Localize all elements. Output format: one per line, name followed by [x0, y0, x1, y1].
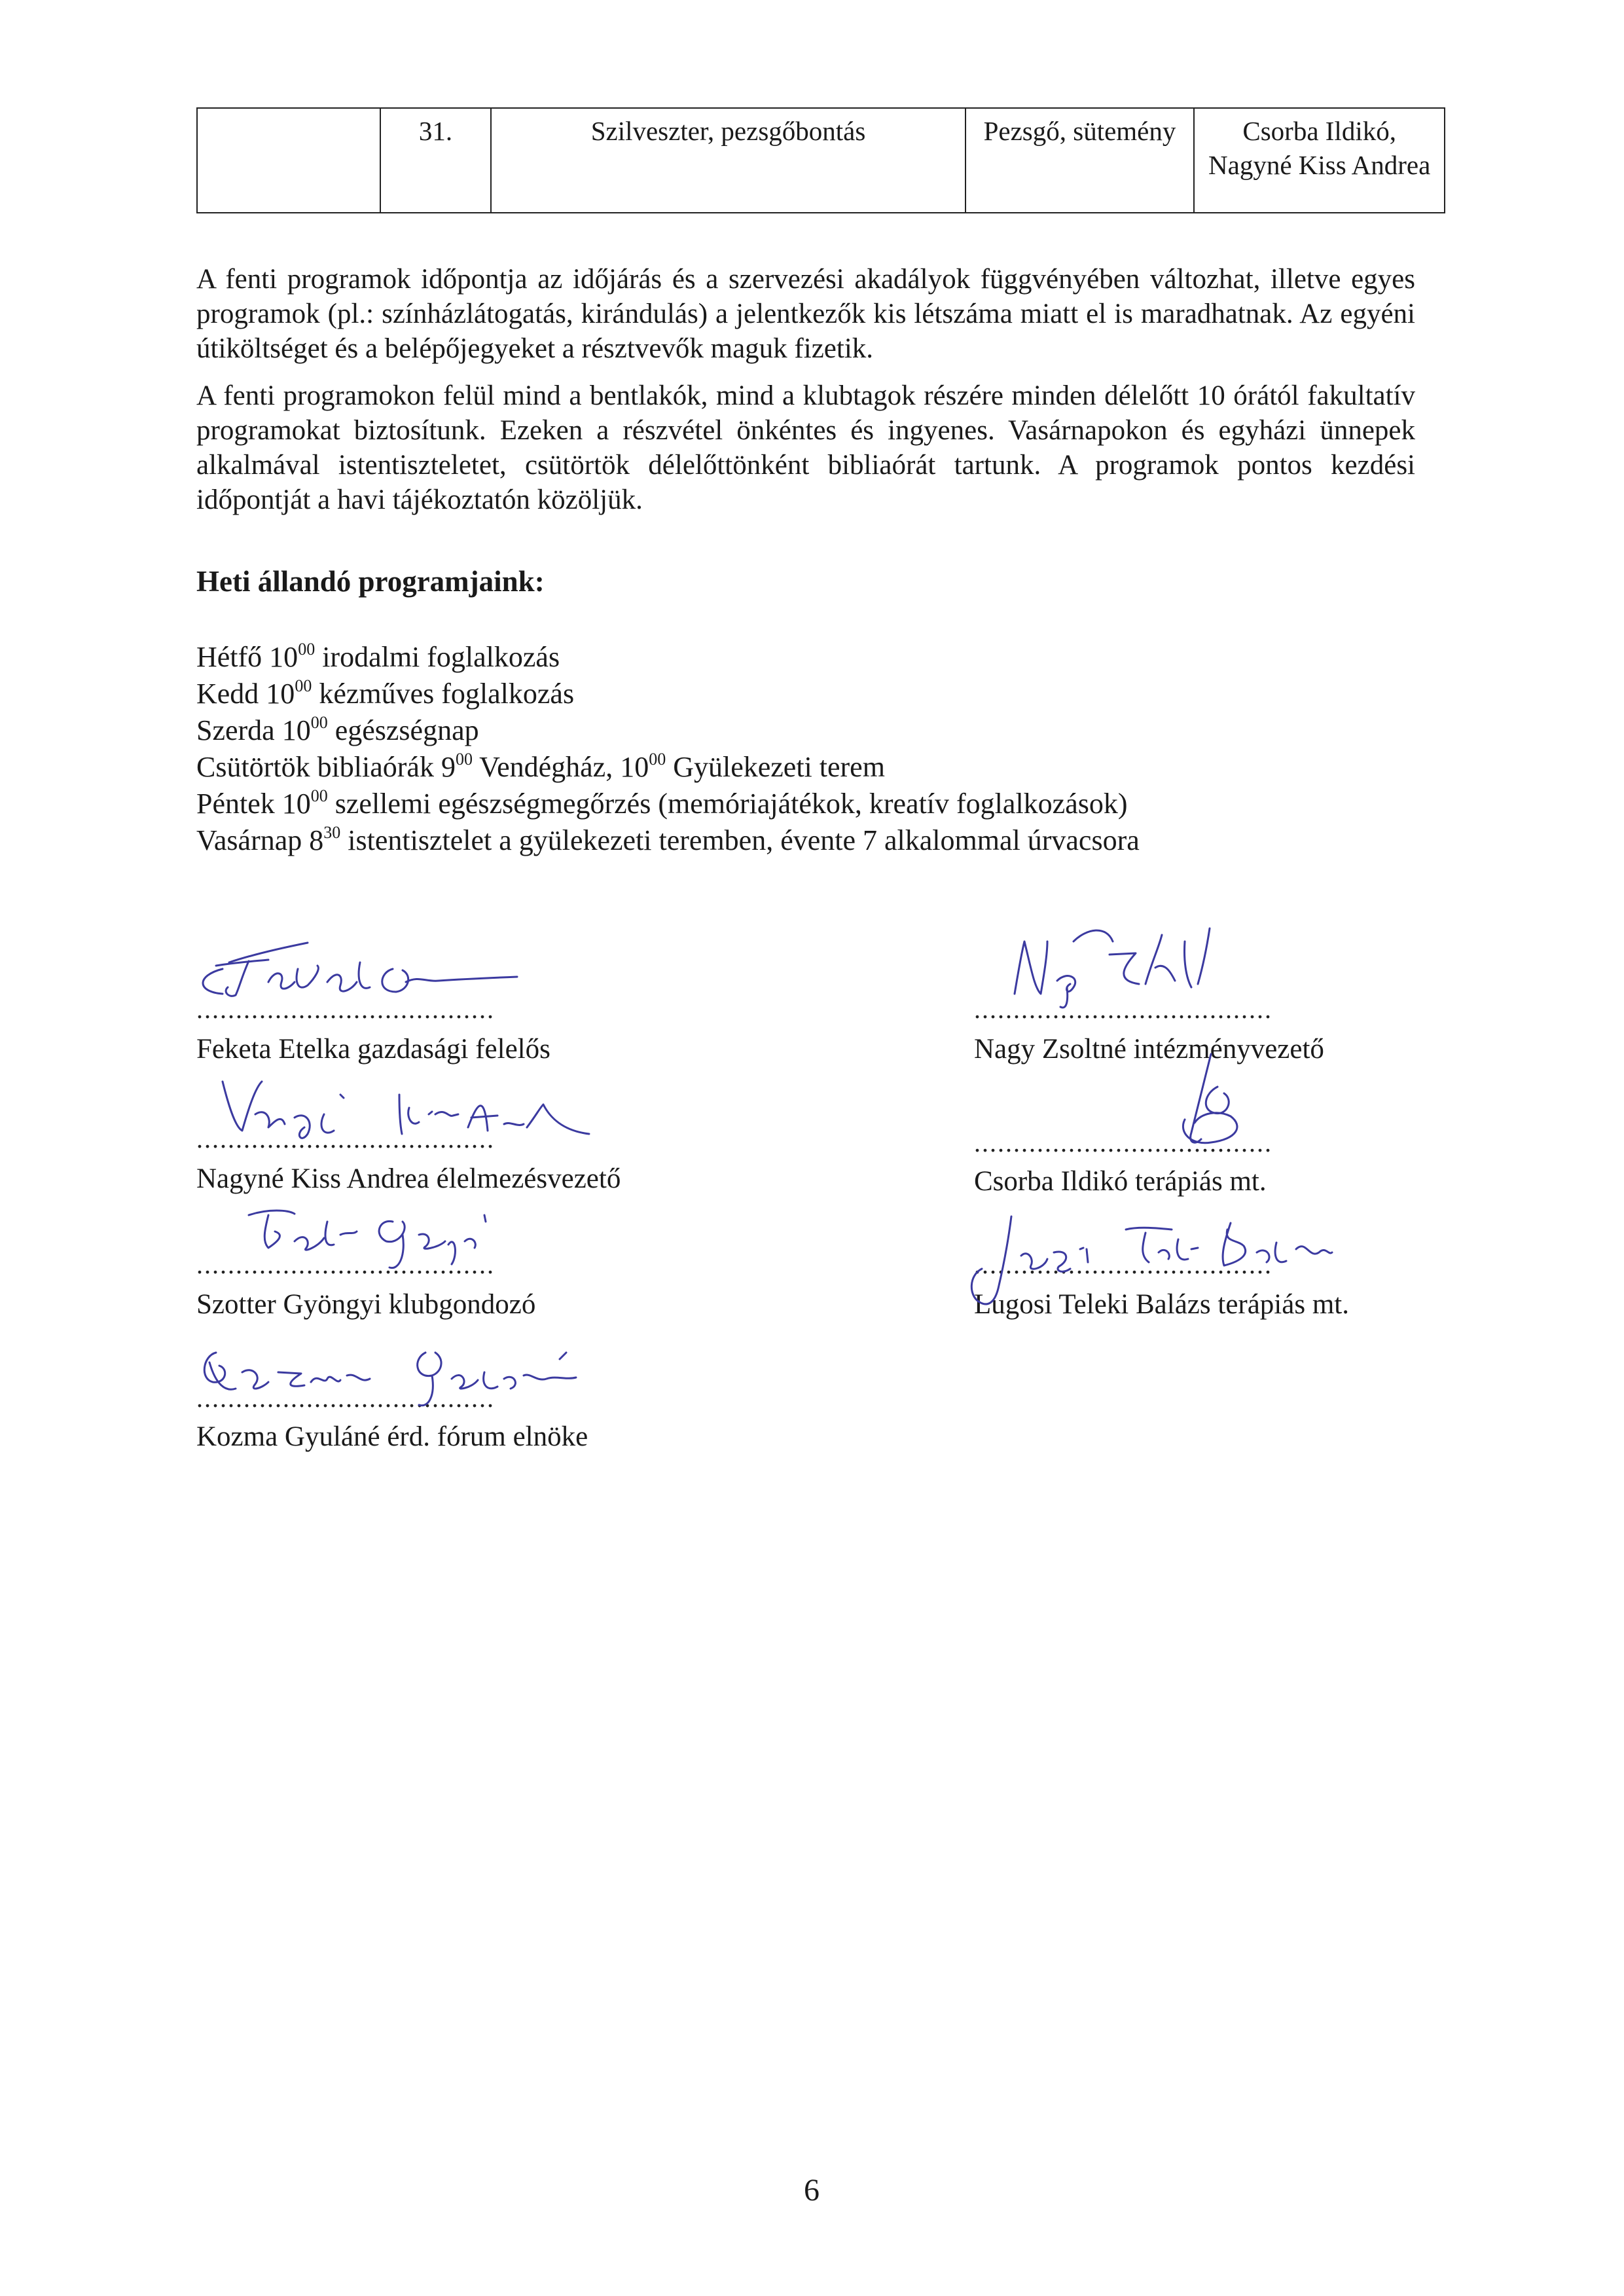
paragraph-optional-programs: A fenti programokon felül mind a bentlakók, mind a klubtagok részére minden délelőtt 10 órától fakultatív programokat biztosítunk. Ezeken a részvétel önkéntes és ingyenes. Vasárnapokon és egyházi ünnepek alkalmával istentiszteletet, csütörtök délelőttönként bibliaórát tartunk. A programok pontos kezdési időpontját a havi tájékoztatón közöljük.	[196, 380, 1415, 515]
signature-line: ......................................	[196, 1383, 495, 1413]
list-item: Csütörtök bibliaórák $9^{00}$ Vendégház, $10^{00}$ Gyülekezeti terem	[196, 750, 885, 783]
table-cell-program: Szilveszter, pezsgőbontás	[491, 108, 965, 213]
signature-line: ......................................	[974, 994, 1272, 1024]
handwritten-signature-fekete	[177, 930, 596, 1011]
paragraph-schedule-note: A fenti programok időpontja az időjárás és a szervezési akadályok függvényében változhat, illetve egyes programok (pl.: színházlátogatás, kirándulás) a jelentkezők kis létszáma miatt el is maradhatnak. Az egyéni útiköltséget és a belépőjegyeket a résztvevők maguk fizetik.	[196, 264, 1415, 364]
table-row	[197, 108, 1445, 213]
signature-line: ......................................	[196, 1124, 495, 1154]
handwritten-signature-nagyne-kiss	[209, 1068, 655, 1150]
table-cell-number: 31.	[380, 108, 492, 213]
handwritten-signature-szotter	[242, 1195, 583, 1277]
signer-label: Nagy Zsoltné intézményvezető	[974, 1034, 1324, 1065]
list-item: Hétfő $10^{00}$ irodalmi foglalkozás	[196, 640, 560, 673]
weekly-programs-heading: Heti állandó programjaink:	[196, 565, 545, 598]
handwritten-signature-kozma	[190, 1333, 661, 1415]
program-table	[196, 107, 1445, 213]
handwritten-signature-lugosi	[962, 1203, 1420, 1338]
signature-line: ......................................	[974, 1128, 1272, 1157]
weekly-programs-list	[196, 639, 1140, 859]
signer-label: Lugosi Teleki Balázs terápiás mt.	[974, 1289, 1349, 1320]
signer-label: Szotter Gyöngyi klubgondozó	[196, 1289, 536, 1320]
table-cell-empty	[197, 108, 380, 213]
signature-line: ......................................	[196, 1250, 495, 1279]
list-item: Kedd $10^{00}$ kézműves foglalkozás	[196, 676, 575, 710]
page-number: 6	[804, 2173, 820, 2208]
signature-line: ......................................	[196, 994, 495, 1024]
table-cell-items: Pezsgő, sütemény	[965, 108, 1195, 213]
signer-label: Feketa Etelka gazdasági felelős	[196, 1034, 550, 1065]
table-cell-responsible: Csorba Ildikó, Nagyné Kiss Andrea	[1194, 108, 1445, 213]
signature-line: ......................................	[974, 1250, 1272, 1279]
handwritten-signature-csorba	[1139, 1048, 1283, 1162]
signer-label: Csorba Ildikó terápiás mt.	[974, 1166, 1267, 1197]
signer-label: Kozma Gyuláné érd. fórum elnöke	[196, 1421, 588, 1452]
list-item: Péntek $10^{00}$ szellemi egészségmegőrzés (memóriajátékok, kreatív foglalkozások)	[196, 786, 1128, 820]
signer-label: Nagyné Kiss Andrea élelmezésvezető	[196, 1163, 621, 1194]
handwritten-signature-nagy-zsoltne	[995, 915, 1296, 1017]
list-item: Szerda $10^{00}$ egészségnap	[196, 713, 479, 746]
list-item: Vasárnap $8^{30}$ istentisztelet a gyülekezeti teremben, évente 7 alkalommal úrvacsora	[196, 823, 1140, 856]
